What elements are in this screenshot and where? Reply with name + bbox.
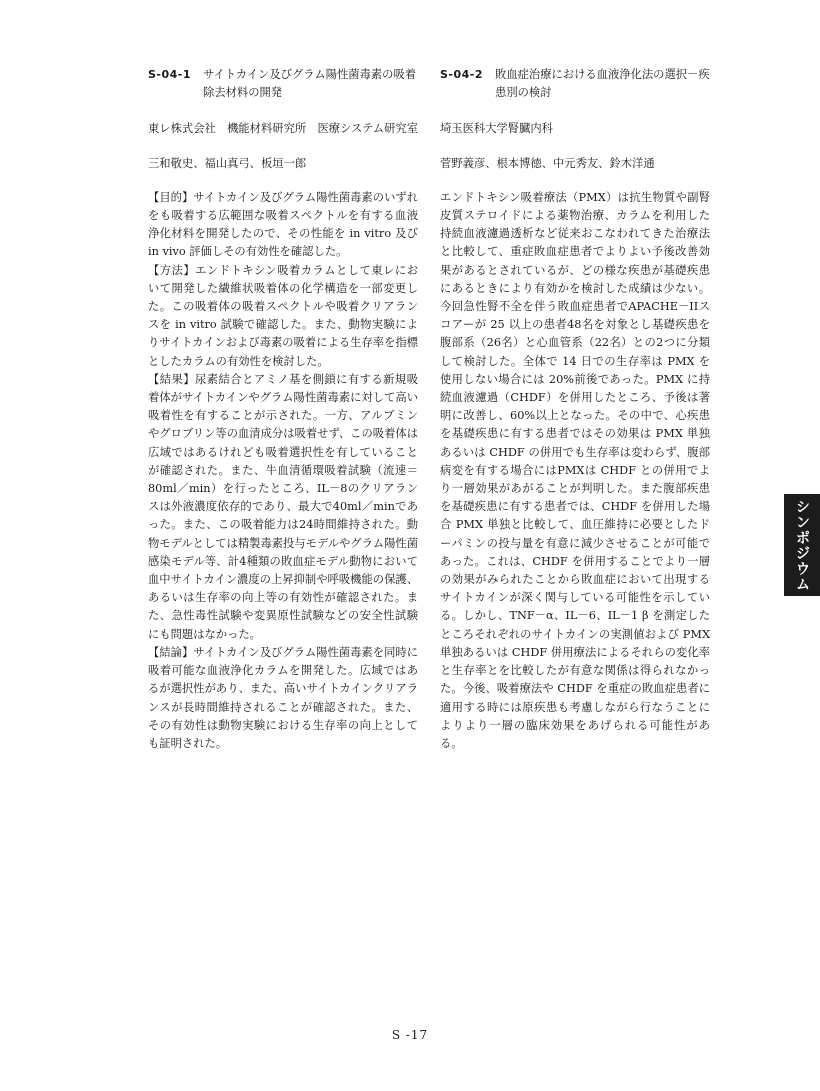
conclusion-paragraph: 【結論】サイトカイン及びグラム陽性菌毒素を同時に吸着可能な血液浄化カラムを開発した。広域ではあるが選択性があり、また、高いサイトカインクリアランスが長時間維持されることが確認された。また、その有効性は動物実験における生存率の向上としても証明された。: [148, 645, 418, 750]
authors: 三和敬史、福山真弓、板垣一郎: [148, 156, 307, 170]
methods-paragraph: 【方法】エンドトキシン吸着カラムとして東レにおいて開発した繊維状吸着体の化学構造を一部変更した。この吸着体の吸着スペクトルや吸着クリアランスを in vitro 試験で確認した。また、動物実験によりサイトカインおよび毒素の吸着による生存率を指標としたカラムの有効性を検討した。: [148, 263, 418, 368]
page-number: S -17: [391, 1028, 429, 1042]
objective-paragraph: 【目的】サイトカイン及びグラム陽性菌毒素のいずれをも吸着する広範囲な吸着スペクトルを有する血液浄化材料を開発したので、その性能を in vitro 及び in vivo 評価しその有効性を確認した。: [148, 190, 418, 259]
abstract-s-04-2: [440, 66, 710, 753]
abstract-title-row: [440, 66, 710, 102]
abstract-title: サイトカイン及びグラム陽性菌毒素の吸着除去材料の開発: [203, 68, 417, 100]
abstract-title-row: [148, 66, 418, 102]
body-paragraph: エンドトキシン吸着療法（PMX）は抗生物質や副腎皮質ステロイドによる薬物治療、カラムを利用した持続血液濾過透析など従来おこなわれてきた治療法と比較して、重症敗血症患者でよりよい予後改善効果があるとされているが、どの様な疾患が基礎疾患にあるときにより有効かを検討した成績は少ない。今回急性腎不全を伴う敗血症患者でAPACHE－IIスコアーが 25 以上の患者48名を対象とし基礎疾患を腹部系（26名）と心血管系（22名）との2つに分類して検討した。全体で 14 日での生存率は PMX を使用しない場合には 20%前後であった。PMX に持続血液濾過（CHDF）を併用したところ、予後は著明に改善し、60%以上となった。その中で、心疾患を基礎疾患に有する患者ではその効果は PMX 単独あるいは CHDF の併用でも生存率は変わらず、腹部病変を有する場合にはPMXは CHDF との併用でより一層効果があがることが判明した。また腹部疾患を基礎疾患に有する患者では、CHDF を併用した場合 PMX 単独と比較して、血圧維持に必要としたドーパミンの投与量を有意に減少させることが可能であった。これは、CHDF を併用することでより一層の効果がみられたことから敗血症において出現するサイトカインが深く関与している可能性を示している。しかし、TNF－α、IL－6、IL－1 β を測定したところそれぞれのサイトカインの実測値および PMX 単独あるいは CHDF 併用療法によるそれらの変化率と生存率とを比較したが有意な関係は得られなかった。今後、吸着療法や CHDF を重症の敗血症患者に適用する時には原疾患も考慮しながら行なうことによりより一層の臨床効果をあげられる可能性がある。: [440, 190, 710, 750]
affiliation: 埼玉医科大学腎臓内科: [440, 122, 553, 136]
affiliation: 東レ株式会社 機能材料研究所 医療システム研究室: [148, 122, 418, 136]
abstract-s-04-1: [148, 66, 418, 753]
abstract-code: S-04-1: [148, 68, 192, 81]
results-paragraph: 【結果】尿素結合とアミノ基を側鎖に有する新規吸着体がサイトカインやグラム陽性菌毒素に対して高い吸着性を有することが示された。一方、アルブミンやグロブリン等の血清成分は吸着せず、この吸着体は広域ではあるけれども吸着選択性を有していることが確認された。また、牛血清循環吸着試験（流速＝80ml／min）を行ったところ、IL－8のクリアランスは外液濃度依存的であり、最大で40ml／minであった。また、この吸着能力は24時間維持された。動物モデルとしては精製毒素投与モデルやグラム陽性菌感染モデル等、計4種類の敗血症モデル動物において血中サイトカイン濃度の上昇抑制や呼吸機能の保護、あるいは生存率の向上等の有効性が確認された。また、急性毒性試験や変異原性試験などの安全性試験にも問題はなかった。: [148, 372, 418, 641]
section-tab: シンポジウム: [784, 494, 820, 596]
abstract-code: S-04-2: [440, 68, 484, 81]
authors: 菅野義彦、根本博徳、中元秀友、鈴木洋通: [440, 156, 655, 170]
abstract-title: 敗血症治療における血液浄化法の選択－疾患別の検討: [495, 68, 710, 100]
